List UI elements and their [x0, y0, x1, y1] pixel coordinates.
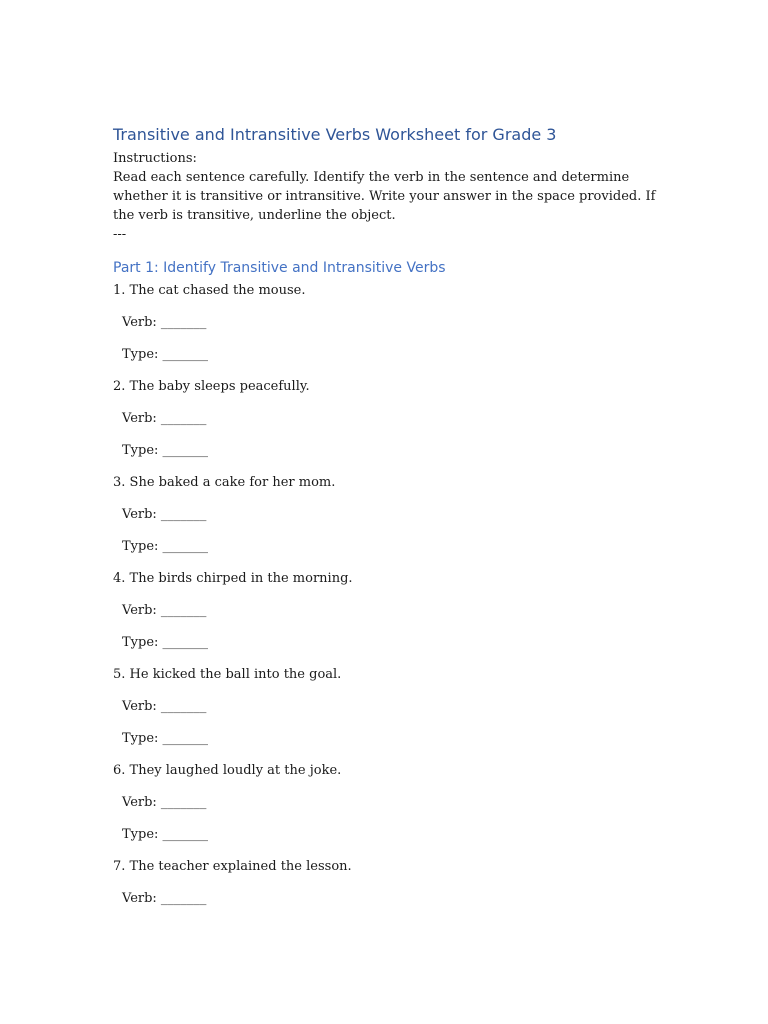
question-6-sentence: 6. They laughed loudly at the joke.: [113, 763, 342, 778]
question-2-type-field[interactable]: Type: _______: [122, 443, 209, 458]
question-5-sentence: 5. He kicked the ball into the goal.: [113, 667, 342, 682]
instructions-text: Read each sentence carefully. Identify the verb in the sentence and determine whether it is transitive or intransitive. Write your answer in the space provided. If the verb is transitive, underline the object.: [113, 170, 656, 223]
question-7-verb-field[interactable]: Verb: _______: [122, 891, 207, 906]
question-5-type-field[interactable]: Type: _______: [122, 731, 209, 746]
question-3-sentence: 3. She baked a cake for her mom.: [113, 475, 336, 490]
question-1-type-field[interactable]: Type: _______: [122, 347, 209, 362]
worksheet-title: Transitive and Intransitive Verbs Worksheet for Grade 3: [113, 125, 557, 144]
part1-heading: Part 1: Identify Transitive and Intransitive Verbs: [113, 260, 446, 276]
question-4-verb-field[interactable]: Verb: _______: [122, 603, 207, 618]
question-4-type-field[interactable]: Type: _______: [122, 635, 209, 650]
question-3-verb-field[interactable]: Verb: _______: [122, 507, 207, 522]
separator: ---: [113, 227, 127, 242]
instructions-block: [113, 149, 673, 244]
question-3-type-field[interactable]: Type: _______: [122, 539, 209, 554]
question-1-sentence: 1. The cat chased the mouse.: [113, 283, 306, 298]
question-2-verb-field[interactable]: Verb: _______: [122, 411, 207, 426]
question-4-sentence: 4. The birds chirped in the morning.: [113, 571, 353, 586]
question-7-sentence: 7. The teacher explained the lesson.: [113, 859, 352, 874]
question-2-sentence: 2. The baby sleeps peacefully.: [113, 379, 310, 394]
instructions-label: Instructions:: [113, 151, 197, 166]
question-1-verb-field[interactable]: Verb: _______: [122, 315, 207, 330]
question-6-type-field[interactable]: Type: _______: [122, 827, 209, 842]
question-5-verb-field[interactable]: Verb: _______: [122, 699, 207, 714]
question-6-verb-field[interactable]: Verb: _______: [122, 795, 207, 810]
